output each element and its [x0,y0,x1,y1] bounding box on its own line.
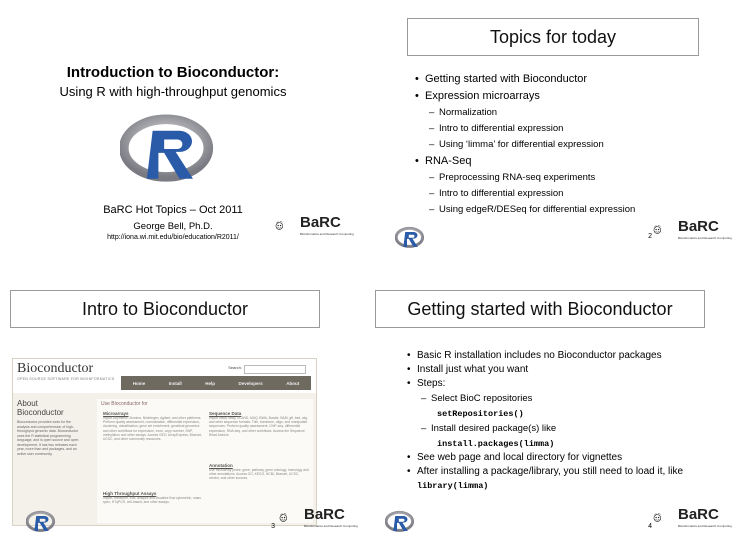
r-logo-icon [395,226,425,250]
nav-install[interactable]: Install [168,380,182,386]
barc-text: BaRC [300,214,341,231]
list-item: – Intro to differential expression [429,187,705,201]
barc-tagline: Bioinformatics and Research Computing [300,232,354,236]
about-sidebar [17,399,83,458]
use-for-heading: Use Bioconductor for [101,401,148,407]
nav-help[interactable]: Help [205,380,215,386]
barc-logo [652,214,732,248]
logo-text: Bioconductor [17,361,94,376]
section-title[interactable]: Microarrays [103,411,129,416]
barc-logo [274,210,354,244]
steps-list [407,350,707,494]
section-high-throughput [103,491,203,504]
bioconductor-logo [17,361,114,381]
barc-tagline: Bioinformatics and Research Computing [678,524,732,528]
list-item: • Expression microarrays [415,89,705,104]
nav-about[interactable]: About [286,380,300,386]
code-line: install.packages(limma) [437,439,555,449]
code-line: setRepositories() [437,409,524,419]
about-text: Bioconductor provides tools for the analysis and comprehension of high-throughput genomic data. Bioconductor uses the R statistical programming language, and is open source and open development. It has two releases each year, more than and packages, and an active user community. [17,420,79,456]
section-title[interactable]: Sequence Data [209,411,242,416]
code-line: library(limma) [417,481,489,491]
list-item: • Basic R installation includes no Bioconductor packages [407,350,707,362]
list-item: • Steps: [407,378,707,390]
barc-tagline: Bioinformatics and Research Computing [304,524,358,528]
section-title[interactable]: High Throughput Assays [103,491,157,496]
r-logo-icon [120,110,216,190]
slide-getting-started [367,280,732,542]
about-heading: About Bioconductor [17,399,64,417]
section-text: Import Affymetrix, Illumina, Nimblegen, Agilent, and other platforms. Perform quality assessment, normalization, differential expression, clustering, classification, gene set enrichment, genetical genomics and other workflows for expression, exon, copy number, SNP, methylation and other assays. Access GEO, ArrayExpress, Biomart, UCSC, and other community resources. [103,416,202,442]
course-url[interactable]: http://iona.wi.mit.edu/bio/education/R2011/ [107,234,239,241]
search-label: Search: [228,365,242,370]
list-item: • RNA-Seq [415,154,705,169]
slide-intro-bioconductor [8,280,358,542]
slide-title-box: Getting started with Bioconductor [375,290,705,328]
page-number: 4 [648,523,652,530]
section-annotation [209,463,309,481]
screenshot-header [13,359,316,393]
barc-logo [278,502,358,536]
slide-topics [367,8,732,270]
list-item: – Select BioC repositories [421,392,707,406]
list-item: – Install desired package(s) like [421,422,707,436]
slide-title-box: Topics for today [407,18,699,56]
barc-text: BaRC [678,218,719,235]
site-nav [121,376,311,390]
slide-title-box: Intro to Bioconductor [10,290,320,328]
website-screenshot [12,358,317,526]
list-item: • After installing a package/library, you still need to load it, like [407,466,707,478]
event-name: BaRC Hot Topics – Oct 2011 [103,204,243,216]
slide-title [8,8,353,270]
list-item: – Using edgeR/DESeq for differential expression [429,203,705,217]
page-number: 2 [648,233,652,240]
section-title[interactable]: Annotation [209,463,233,468]
nav-developers[interactable]: Developers [238,380,263,386]
list-item: • See web page and local directory for vignettes [407,452,707,464]
barc-tagline: Bioinformatics and Research Computing [678,236,732,240]
section-sequence-data [209,411,309,437]
barc-logo [652,502,732,536]
topics-list [415,72,705,219]
nav-home[interactable]: Home [132,380,146,386]
list-item: – Preprocessing RNA-seq experiments [429,171,705,185]
section-microarrays [103,411,203,441]
page-number: 3 [271,523,275,530]
r-logo-icon [385,510,415,534]
section-text: Import fasta, fastq, ELAND, MAQ, BWA, Bowtie, BAM, gff, bed, wig, and other sequence formats. Trim, transform, align, and manipulate sequences. Perform quality assessment, ChIP-seq, differential expression, RNA-seq, and other workflows. Access the Sequence Read Archive. [209,416,308,437]
list-item: – Intro to differential expression [429,122,705,136]
list-item: • Getting started with Bioconductor [415,72,705,87]
search-input[interactable] [244,365,306,374]
barc-text: BaRC [304,506,345,523]
presentation-subtitle: Using R with high-throughput genomics [59,84,287,99]
section-text: Use microarray probe, gene, pathway, gene ontology, homology and other annotations. Access GO, KEGG, NCBI, Biomart, UCSC, vendor, and other sources. [209,468,309,481]
logo-tagline: OPEN SOURCE SOFTWARE FOR BIOINFORMATICS [17,377,115,381]
list-item: – Using ‘limma’ for differential expression [429,138,705,152]
barc-text: BaRC [678,506,719,523]
author-name: George Bell, Ph.D. [133,221,213,232]
section-text: Import, transform, edit, analyze and visualize flow cytometric, mass spec, HTqPCR, cell-based, and other assays. [103,496,201,505]
presentation-title: Introduction to Bioconductor: [66,64,280,81]
r-logo-icon [26,510,56,534]
list-item: • Install just what you want [407,364,707,376]
list-item: – Normalization [429,106,705,120]
